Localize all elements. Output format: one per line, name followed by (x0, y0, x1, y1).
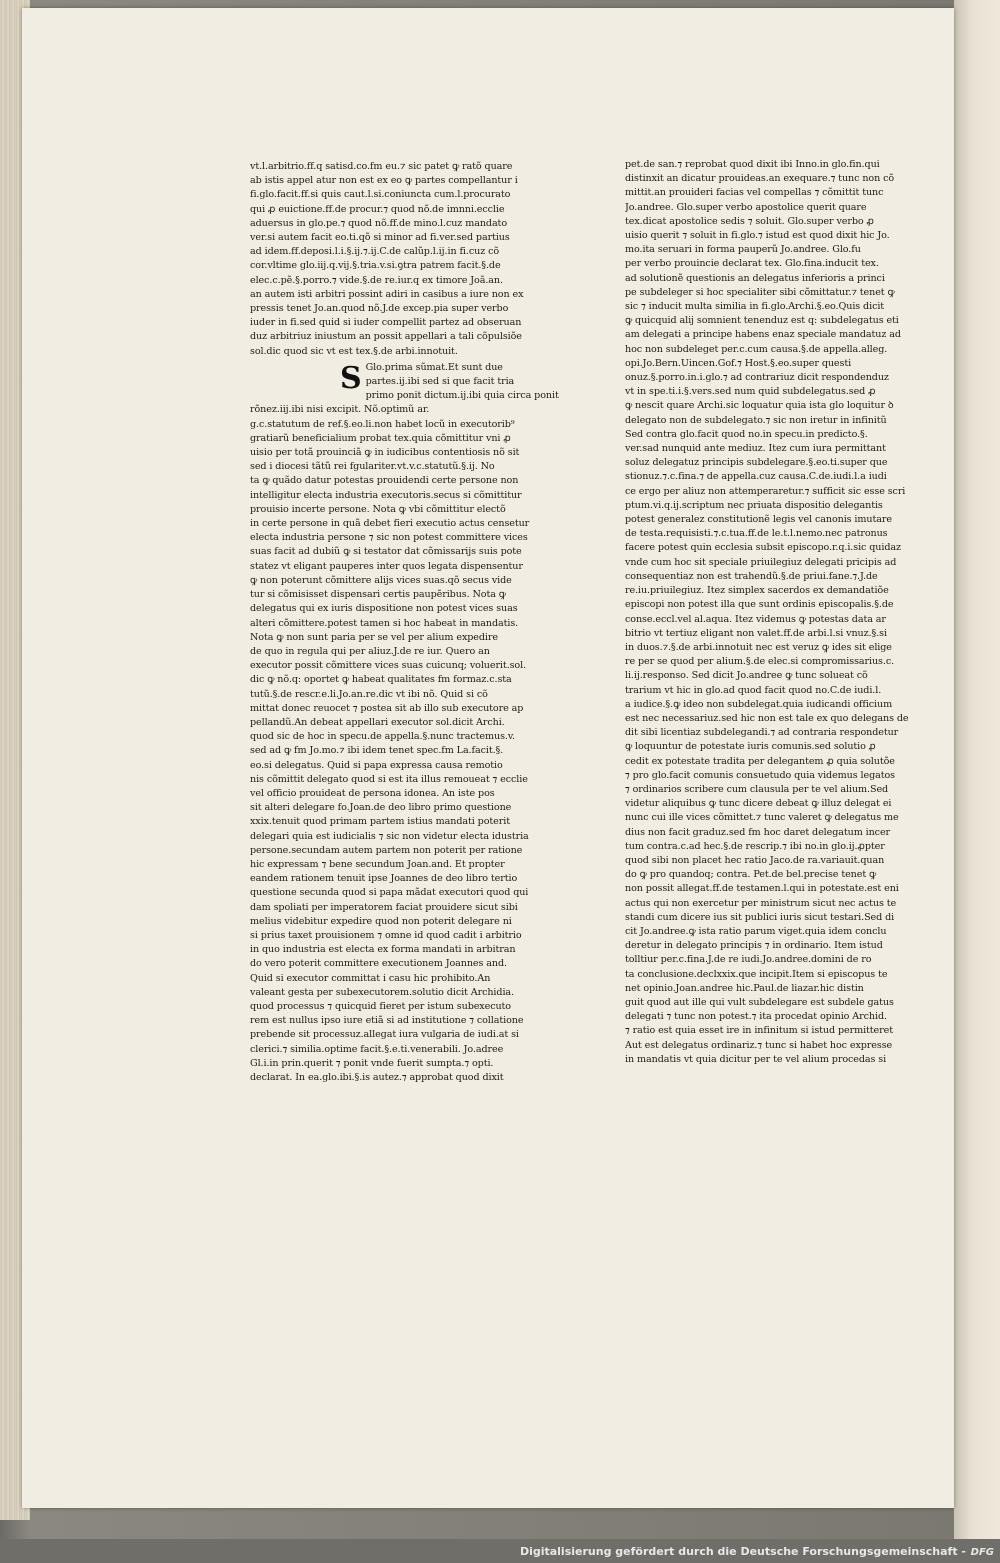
text-line: fi.glo.facit.ff.si quis caut.l.si.coniuncta cum.l.procurato (250, 189, 511, 201)
text-line: facere potest quin ecclesia subsit episcopo.r.q.i.sic quidaz (625, 542, 901, 554)
left-text-column (250, 160, 572, 1085)
text-line: ta conclusione.declxxix.que incipit.Item si episcopus te (625, 968, 888, 980)
text-line: nunc cui ille vices cõmittet.⁊ tunc valeret ꝙ delegatus me (625, 812, 899, 824)
text-line: sed ad ꝙ fm Jo.mo.⁊ ibi idem tenet spec.fm La.facit.§. (250, 745, 504, 757)
text-line: per verbo prouincie declarat tex. Glo.fina.inducit tex. (625, 258, 879, 270)
text-line: ꝙ nescit quare Archi.sic loquatur quia ista glo loquitur ꝺ (625, 400, 894, 412)
text-line: cedit ex potestate tradita per delegantem ꝓ quia solutõe (625, 755, 895, 767)
text-line: questione secunda quod si papa mãdat executori quod qui (250, 887, 529, 899)
text-line: uisio querit ⁊ soluit in fi.glo.⁊ istud est quod dixit hic Jo. (625, 230, 890, 242)
text-line: re per se quod per alium.§.de elec.si compromissarius.c. (625, 656, 895, 668)
text-line: in quo industria est electa ex forma mandati in arbitran (250, 944, 516, 956)
text-line: suas facit ad dubiũ ꝙ si testator dat cõmissarijs suis pote (250, 546, 522, 558)
text-line: primo ponit dictum.ij.ibi quia circa ponit (365, 390, 559, 402)
text-line: ver.si autem facit eo.ti.qõ si minor ad fi.ver.sed partius (250, 232, 510, 244)
text-line: gratiarũ beneficialium probat tex.quia cõmittitur vni ꝓ (250, 432, 511, 444)
text-line: eandem rationem tenuit ipse Joannes de deo libro tertio (250, 873, 518, 885)
text-line: si prius taxet prouisionem ⁊ omne id quod cadit i arbitrio (250, 929, 522, 941)
text-line: mittat donec reuocet ⁊ postea sit ab illo sub executore ap (250, 702, 524, 714)
text-line: li.ij.responso. Sed dicit Jo.andree ꝙ tunc solueat cõ (625, 670, 868, 682)
text-line: pellandũ.An debeat appellari executor sol.dicit Archi. (250, 716, 505, 728)
text-line: persone.secundam autem partem non poterit per ratione (250, 844, 523, 856)
text-line: dius non facit graduz.sed fm hoc daret delegatum incer (625, 826, 891, 838)
text-line: rõnez.iij.ibi nisi excipit. Nõ.optimũ ar. (250, 404, 430, 416)
text-line: mo.ita seruari in forma pauperũ Jo.andree. Glo.fu (625, 244, 861, 256)
text-line: ⁊ ordinarios scribere cum clausula per te vel alium.Sed (625, 783, 889, 795)
text-line: do vero poterit committere executionem Joannes and. (250, 958, 507, 970)
text-line: potest generalez constitutionẽ legis vel canonis imutare (625, 514, 892, 526)
text-line: quod processus ⁊ quicquid fieret per istum subexecuto (250, 1000, 511, 1012)
right-column-block (625, 158, 940, 1067)
text-line: qui ꝓ euictione.ff.de procur.⁊ quod nõ.de imnni.ecclie (250, 203, 505, 215)
text-line: soluz delegatuz principis subdelegare.§.eo.ti.super que (625, 457, 888, 469)
text-line: re.iu.priuilegiuz. Itez simplex sacerdos ex demandatiõe (625, 585, 889, 597)
text-line: delegati ⁊ tunc non potest.⁊ ita procedat opinio Archid. (625, 1011, 887, 1023)
text-line: sed i diocesi tãtũ rei fgulariter.vt.v.c.statutũ.§.ij. No (250, 461, 495, 473)
text-line: opi.Jo.Bern.Uincen.Gof.⁊ Host.§.eo.super questi (625, 357, 852, 369)
text-line: tum contra.c.ad hec.§.de rescrip.⁊ ibi no.in glo.ij.ꝓpter (625, 840, 885, 852)
text-line: ⁊ pro glo.facit comunis consuetudo quia videmus legatos (625, 769, 895, 781)
text-line: a iudice.§.ꝙ ideo non subdelegat.quia iudicandi officium (625, 698, 893, 710)
text-line: cit Jo.andree.ꝙ ista ratio parum viget.quia idem conclu (625, 925, 887, 937)
text-line: conse.eccl.vel al.aqua. Itez videmus ꝙ potestas data ar (625, 613, 886, 625)
text-line: sic ⁊ inducit multa similia in fi.glo.Archi.§.eo.Quis dicit (625, 301, 885, 313)
text-line: executor possit cõmittere vices suas cuicunq; voluerit.sol. (250, 660, 527, 672)
text-line: ꝙ non poterunt cõmittere alijs vices suas.qõ secus vide (250, 574, 512, 586)
text-line: vt in spe.ti.i.§.vers.sed num quid subdelegatus.sed ꝓ (625, 386, 876, 398)
footer-credit: Digitalisierung gefördert durch die Deutsche Forschungsgemeinschaft - (519, 1545, 966, 1558)
text-line: non possit allegat.ff.de testamen.l.qui in potestate.est eni (625, 883, 899, 895)
text-line: episcopi non potest illa que sunt ordinis episcopalis.§.de (625, 599, 894, 611)
text-line: clerici.⁊ similia.optime facit.§.e.ti.venerabili. Jo.adree (250, 1043, 504, 1055)
left-column-block-1 (250, 160, 572, 359)
text-line: elec.c.pẽ.§.porro.⁊ vide.§.de re.iur.q ex timore Joã.an. (250, 274, 503, 286)
text-line: Glo.prima sũmat.Et sunt due (365, 361, 503, 373)
text-line: onuz.§.porro.in.i.glo.⁊ ad contrariuz dicit respondenduz (625, 372, 889, 384)
text-line: Aut est delegatus ordinariz.⁊ tunc si habet hoc expresse (625, 1039, 893, 1051)
text-line: dam spoliati per imperatorem faciat prouidere sicut sibi (250, 901, 518, 913)
text-line: distinxit an dicatur prouideas.an exequare.⁊ tunc non cõ (625, 173, 895, 185)
text-line: actus qui non exercetur per ministrum sicut nec actus te (625, 897, 897, 909)
text-line: nis cõmittit delegato quod si est ita illus remoueat ⁊ ecclie (250, 773, 528, 785)
text-line: bitrio vt tertiuz eligant non valet.ff.de arbi.l.si vnuz.§.si (625, 627, 887, 639)
text-line: statez vt eligant pauperes inter quos legata dispensentur (250, 560, 523, 572)
text-line: trarium vt hic in glo.ad quod facit quod no.C.de iudi.l. (625, 684, 882, 696)
text-line: tolltiur per.c.fina.J.de re iudi.Jo.andree.domini de ro (625, 954, 872, 966)
text-line: electa industria persone ⁊ sic non potest committere vices (250, 532, 528, 544)
text-line: in duos.⁊.§.de arbi.innotuit nec est veruz ꝙ ides sit elige (625, 641, 892, 653)
text-line: sit alteri delegare fo.Joan.de deo libro primo questione (250, 802, 512, 814)
text-line: partes.ij.ibi sed si que facit tria (365, 376, 515, 388)
text-line: duz arbitriuz iniustum an possit appellari a tali cõpulsiõe (250, 331, 522, 343)
text-line: est nec necessariuz.sed hic non est tale ex quo delegans de (625, 712, 909, 724)
text-line: in mandatis vt quia dicitur per te vel alium procedas si (625, 1053, 887, 1065)
text-line: quod sibi non placet hec ratio Jaco.de ra.variauit.quan (625, 854, 885, 866)
text-line: prouisio incerte persone. Nota ꝙ vbi cõmittitur electõ (250, 503, 506, 515)
text-line: consequentiaz non est trahendũ.§.de priui.fane.⁊.J.de (625, 570, 878, 582)
text-line: in certe persone in quã debet fieri executio actus censetur (250, 518, 530, 530)
text-line: cor.vltime glo.iij.q.vij.§.tria.v.si.ꝯtra patrem facit.§.de (250, 260, 501, 272)
text-line: eo.si delegatus. Quid si papa expressa causa remotio (250, 759, 503, 771)
text-line: guit quod aut ille qui vult subdelegare est subdele gatus (625, 996, 894, 1008)
footer-bar (0, 1539, 1000, 1563)
text-line: tutũ.§.de rescr.e.li.Jo.an.re.dic vt ibi nõ. Quid si cõ (250, 688, 488, 700)
text-line: videtur aliquibus ꝙ tunc dicere debeat ꝙ illuz delegat ei (625, 798, 892, 810)
left-column-block-2 (250, 418, 572, 1086)
dropcap-lines (250, 361, 572, 418)
text-line: delegari quia est iudicialis ⁊ sic non videtur electa idustria (250, 830, 529, 842)
text-line: vel officio prouideat de persona idonea. An iste pos (250, 787, 495, 799)
text-line: sol.dic quod sic vt est tex.§.de arbi.innotuit. (250, 345, 458, 357)
facing-page-edge (954, 0, 1000, 1540)
text-line: pet.de san.⁊ reprobat quod dixit ibi Inno.in glo.fin.qui (625, 159, 880, 170)
text-line: tur si cõmisisset dispensari certis paupẽribus. Nota ꝙ (250, 589, 506, 601)
text-line: vt.l.arbitrio.ff.q satisd.co.fm eu.⁊ sic patet ꝙ ratõ quare (250, 161, 513, 172)
text-line: aduersus in glo.pe.⁊ quod nõ.ff.de mino.l.cuz mandato (250, 217, 507, 229)
text-line: pressis tenet Jo.an.quod nõ.J.de excep.pia super verbo (250, 303, 509, 315)
text-line: Jo.andree. Glo.super verbo apostolice querit quare (625, 201, 867, 213)
text-line: uisio per totã prouinciã ꝙ in iudicibus contentiosis nõ sit (250, 447, 520, 459)
text-line: mittit.an prouideri facias vel compellas ⁊ cõmittit tunc (625, 187, 884, 199)
text-line: ab istis appel atur non est ex eo ꝙ partes compellantur i (250, 175, 518, 187)
text-line: net opinio.Joan.andree hic.Paul.de liazar.hic distin (625, 982, 864, 994)
text-line: tex.dicat apostolice sedis ⁊ soluit. Glo.super verbo ꝓ (625, 215, 874, 227)
text-line: deretur in delegato principis ⁊ in ordinario. Item istud (625, 940, 883, 952)
text-line: ⁊ ratio est quia esset ire in infinitum si istud permitteret (625, 1025, 893, 1037)
dfg-logo: DFG (970, 1547, 994, 1558)
text-line: iuder in fi.sed quid si iuder compellit partez ad obseruan (250, 317, 522, 329)
text-line: Sed contra glo.facit quod no.in specu.in predicto.§. (625, 428, 868, 440)
text-line: pe subdeleger si hoc specialiter sibi cõmittatur.⁊ tenet ꝙ (625, 286, 895, 298)
text-line: ad idem.ff.deposi.l.i.§.ij.⁊.ij.C.de calũp.l.ij.in fi.cuz cõ (250, 246, 500, 258)
text-line: rem est nullus ipso iure etiã si ad institutione ⁊ collatione (250, 1015, 524, 1027)
text-line: standi cum dicere ius sit publici iuris sicut testari.Sed di (625, 911, 895, 923)
text-line: am delegati a principe habens enaz speciale mandatuz ad (625, 329, 901, 341)
text-line: delegatus qui ex iuris dispositione non potest vices suas (250, 603, 518, 615)
text-line: ver.sad nunquid ante mediuz. Itez cum iura permittant (625, 443, 886, 455)
text-line: ta ꝙ quãdo datur potestas prouidendi certe persone non (250, 475, 519, 487)
text-line: Gl.i.in prin.querit ⁊ ponit vnde fuerit sumpta.⁊ opti. (250, 1057, 494, 1069)
dropcap-paragraph (250, 361, 572, 418)
text-line: ad solutionẽ questionis an delegatus inferioris a princi (625, 272, 885, 284)
text-line: prebende sit processuz.allegat iura vulgaria de iudi.at si (250, 1029, 519, 1041)
text-line: stionuz.⁊.c.fina.⁊ de appella.cuz causa.C.de.iudi.l.a iudi (625, 471, 887, 483)
text-line: Quid si executor committat i casu hic prohibito.An (250, 972, 491, 984)
text-line: an autem isti arbitri possint adiri in casibus a iure non ex (250, 288, 524, 300)
text-line: alteri cõmittere.potest tamen si hoc habeat in mandatis. (250, 617, 519, 629)
text-line: ꝙ loquuntur de potestate iuris comunis.sed solutio ꝓ (625, 741, 876, 753)
text-line: de quo in regula qui per aliuz.J.de re iur. Quero an (250, 645, 490, 657)
text-line: declarat. In ea.glo.ibi.§.is autez.⁊ approbat quod dixit (250, 1072, 504, 1083)
text-line: vnde cum hoc sit speciale priuilegiuz delegati pricipis ad (625, 556, 897, 568)
text-line: delegato non de subdelegato.⁊ sic non iretur in infinitũ (625, 414, 887, 426)
text-line: hic expressam ⁊ bene secundum Joan.and. Et propter (250, 858, 505, 870)
text-line: valeant gesta per subexecutorem.solutio dicit Archidia. (250, 986, 514, 998)
text-line: ce ergo per aliuz non attemperaretur.⁊ sufficit sic esse scri (625, 485, 906, 497)
text-line: Nota ꝙ non sunt paria per se vel per alium expedire (250, 631, 498, 643)
text-line: quod sic de hoc in specu.de appella.§.nunc tractemus.v. (250, 731, 515, 743)
text-line: do ꝙ pro quandoq; contra. Pet.de bel.precise tenet ꝙ (625, 869, 877, 881)
dropcap-letter: S (340, 360, 362, 396)
text-line: hoc non subdeleget per.c.cum causa.§.de appella.alleg. (625, 343, 888, 355)
text-line: ptum.vi.q.ij.scriptum nec priuata dispositio delegantis (625, 499, 883, 511)
text-line: ꝙ quicquid alij somnient tenenduz est q: subdelegatus eti (625, 315, 899, 327)
text-line: melius videbitur expedire quod non poterit delegare ni (250, 915, 512, 927)
text-line: xxix.tenuit quod primam partem istius mandati poterit (250, 816, 510, 828)
text-line: dit sibi licentiaz subdelegandi.⁊ ad contraria respondetur (625, 727, 899, 739)
text-line: de testa.requisisti.⁊.c.tua.ff.de le.t.l.nemo.nec patronus (625, 528, 888, 540)
right-text-column (625, 158, 940, 1067)
text-line: dic ꝙ nõ.q: oportet ꝙ habeat qualitates fm formaz.c.sta (250, 674, 512, 686)
text-line: g.c.statutum de ref.§.eo.li.non habet locũ in executorib⁹ (250, 418, 515, 430)
text-line: intelligitur electa industria executoris.secus si cõmittitur (250, 489, 522, 501)
